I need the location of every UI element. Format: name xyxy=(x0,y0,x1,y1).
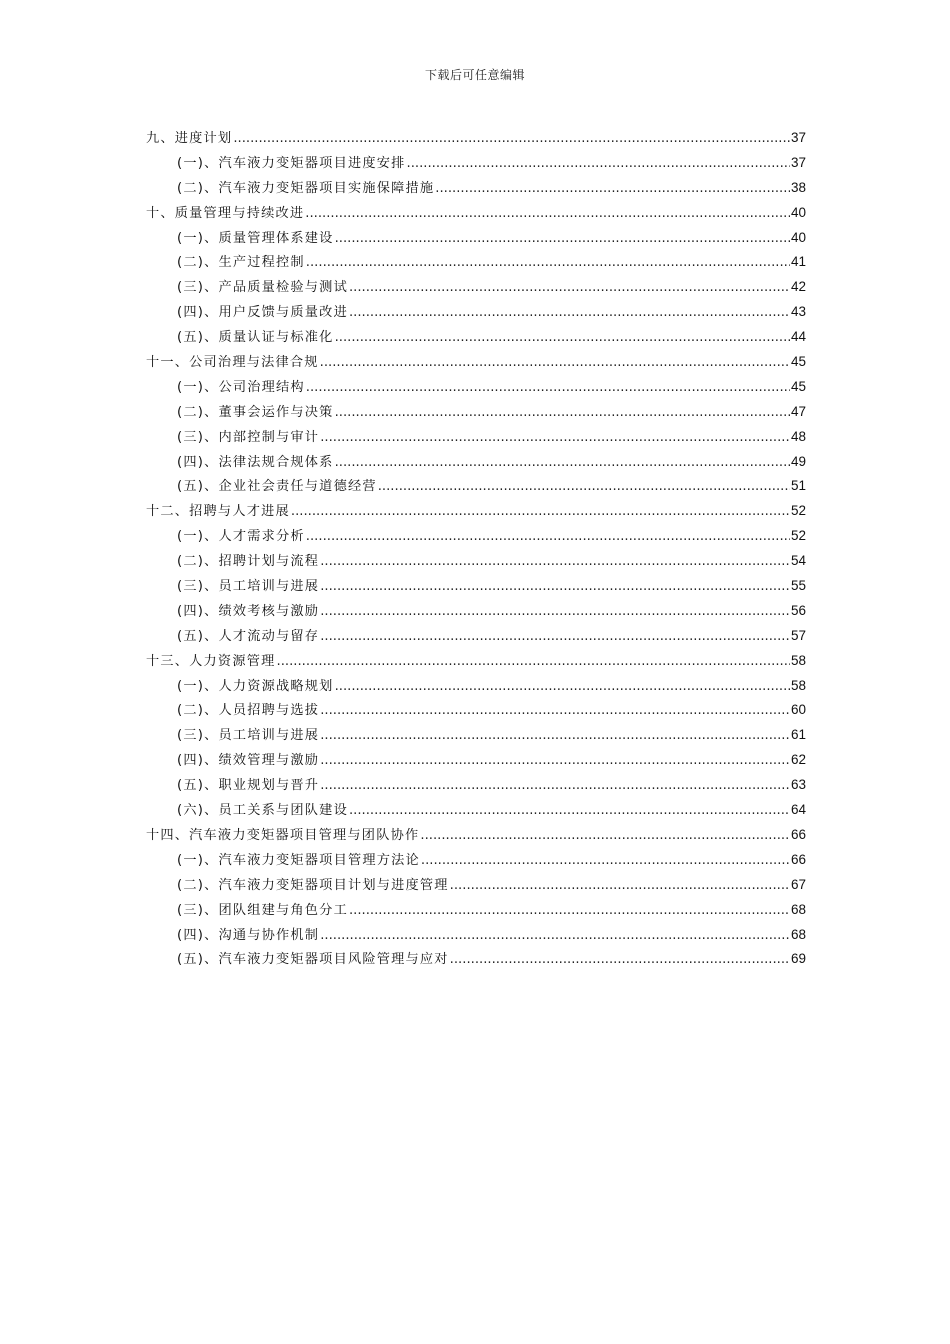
toc-entry-title: (二)、招聘计划与流程 xyxy=(177,554,320,570)
toc-entry-page-number: 57 xyxy=(790,627,806,643)
toc-entry[interactable] xyxy=(146,450,806,475)
toc-dot-leader xyxy=(320,625,790,650)
toc-entry-title: (一)、汽车液力变矩器项目管理方法论 xyxy=(177,852,420,868)
toc-entry-title: (五)、人才流动与留存 xyxy=(177,628,320,644)
toc-dot-leader xyxy=(306,525,790,550)
toc-dot-leader xyxy=(335,326,790,351)
toc-entry-title: (一)、人力资源战略规划 xyxy=(177,678,334,694)
toc-entry-page-number: 58 xyxy=(790,677,806,693)
toc-entry-page-number: 37 xyxy=(790,130,806,145)
toc-entry-title: (五)、质量认证与标准化 xyxy=(177,330,334,346)
toc-entry-title: (四)、绩效管理与激励 xyxy=(177,753,320,769)
toc-entry-page-number: 40 xyxy=(790,229,806,245)
toc-dot-leader xyxy=(349,899,790,924)
toc-entry[interactable] xyxy=(146,574,806,599)
toc-entry-title: (三)、团队组建与角色分工 xyxy=(177,902,348,918)
toc-entry-title: (二)、董事会运作与决策 xyxy=(177,404,334,420)
toc-entry-page-number: 48 xyxy=(790,428,806,444)
toc-entry-page-number: 49 xyxy=(790,453,806,469)
toc-dot-leader xyxy=(320,351,790,376)
toc-entry-page-number: 52 xyxy=(790,528,806,544)
toc-entry-page-number: 63 xyxy=(790,777,806,793)
toc-entry-page-number: 44 xyxy=(790,329,806,345)
toc-dot-leader xyxy=(450,874,790,899)
toc-entry-title: (五)、职业规划与晋升 xyxy=(177,778,320,794)
toc-entry-page-number: 40 xyxy=(790,204,806,220)
toc-entry-page-number: 62 xyxy=(790,752,806,768)
toc-entry-title: 十三、人力资源管理 xyxy=(146,653,276,669)
toc-dot-leader xyxy=(420,824,790,849)
toc-entry-page-number: 67 xyxy=(790,876,806,892)
toc-dot-leader xyxy=(335,675,790,700)
toc-entry-title: (一)、人才需求分析 xyxy=(177,529,305,545)
toc-entry[interactable] xyxy=(146,325,806,350)
toc-dot-leader xyxy=(407,152,790,177)
toc-entry-page-number: 64 xyxy=(790,802,806,818)
toc-entry[interactable] xyxy=(146,823,806,848)
toc-dot-leader xyxy=(335,401,790,426)
toc-entry-page-number: 43 xyxy=(790,304,806,320)
toc-dot-leader xyxy=(378,475,790,500)
toc-entry-page-number: 41 xyxy=(790,254,806,270)
toc-entry-page-number: 38 xyxy=(790,179,806,195)
toc-dot-leader xyxy=(450,948,790,973)
toc-entry[interactable] xyxy=(146,474,806,499)
toc-entry-title: (三)、产品质量检验与测试 xyxy=(177,280,348,296)
toc-entry[interactable] xyxy=(146,176,806,201)
toc-entry-title: (五)、汽车液力变矩器项目风险管理与应对 xyxy=(177,952,449,968)
toc-dot-leader xyxy=(320,924,790,949)
toc-entry[interactable] xyxy=(146,873,806,898)
toc-dot-leader xyxy=(233,127,790,152)
toc-entry-title: 十二、招聘与人才进展 xyxy=(146,504,290,520)
table-of-contents xyxy=(146,126,806,972)
toc-entry-page-number: 42 xyxy=(790,279,806,295)
toc-entry[interactable] xyxy=(146,549,806,574)
toc-entry-title: (六)、员工关系与团队建设 xyxy=(177,803,348,819)
toc-dot-leader xyxy=(349,301,790,326)
toc-dot-leader xyxy=(320,749,790,774)
toc-entry-page-number: 54 xyxy=(790,553,806,569)
toc-entry[interactable] xyxy=(146,425,806,450)
toc-entry-title: (一)、汽车液力变矩器项目进度安排 xyxy=(177,155,406,171)
toc-entry[interactable] xyxy=(146,201,806,226)
toc-dot-leader xyxy=(306,376,790,401)
toc-entry-page-number: 51 xyxy=(790,478,806,494)
toc-entry[interactable] xyxy=(146,923,806,948)
toc-entry[interactable] xyxy=(146,151,806,176)
toc-entry-title: (三)、员工培训与进展 xyxy=(177,579,320,595)
toc-entry-page-number: 47 xyxy=(790,403,806,419)
toc-dot-leader xyxy=(320,699,790,724)
toc-dot-leader xyxy=(306,251,790,276)
toc-dot-leader xyxy=(421,849,790,874)
page-header: 下载后可任意编辑 xyxy=(424,68,525,82)
toc-entry[interactable] xyxy=(146,898,806,923)
toc-dot-leader xyxy=(335,451,790,476)
toc-entry-title: (四)、法律法规合规体系 xyxy=(177,454,334,470)
toc-entry[interactable] xyxy=(146,226,806,251)
toc-entry[interactable] xyxy=(146,773,806,798)
toc-dot-leader xyxy=(349,799,790,824)
toc-entry[interactable] xyxy=(146,524,806,549)
toc-entry[interactable] xyxy=(146,599,806,624)
toc-dot-leader xyxy=(320,550,790,575)
toc-entry-title: 十一、公司治理与法律合规 xyxy=(146,355,319,371)
toc-entry[interactable] xyxy=(146,400,806,425)
toc-entry-page-number: 37 xyxy=(790,154,806,170)
toc-entry-title: (一)、公司治理结构 xyxy=(177,379,305,395)
toc-entry-title: (二)、汽车液力变矩器项目计划与进度管理 xyxy=(177,877,449,893)
toc-entry-title: (二)、汽车液力变矩器项目实施保障措施 xyxy=(177,180,435,196)
toc-entry[interactable] xyxy=(146,649,806,674)
toc-dot-leader xyxy=(335,227,790,252)
toc-entry[interactable] xyxy=(146,674,806,699)
toc-entry[interactable] xyxy=(146,698,806,723)
toc-entry-title: (四)、绩效考核与激励 xyxy=(177,603,320,619)
toc-dot-leader xyxy=(349,276,790,301)
toc-entry-page-number: 55 xyxy=(790,578,806,594)
toc-entry-title: (二)、生产过程控制 xyxy=(177,255,305,271)
toc-entry-title: (一)、质量管理体系建设 xyxy=(177,230,334,246)
toc-entry-page-number: 61 xyxy=(790,727,806,743)
toc-dot-leader xyxy=(305,202,790,227)
toc-entry-title: (三)、员工培训与进展 xyxy=(177,728,320,744)
toc-entry-page-number: 69 xyxy=(790,951,806,967)
toc-entry[interactable] xyxy=(146,499,806,524)
toc-entry-title: 九、进度计划 xyxy=(146,131,233,146)
toc-entry[interactable] xyxy=(146,748,806,773)
toc-dot-leader xyxy=(277,650,790,675)
toc-entry-title: (二)、人员招聘与选拔 xyxy=(177,703,320,719)
toc-entry-page-number: 56 xyxy=(790,602,806,618)
toc-dot-leader xyxy=(320,575,790,600)
toc-entry-page-number: 68 xyxy=(790,901,806,917)
toc-entry-page-number: 45 xyxy=(790,354,806,370)
toc-entry-title: (三)、内部控制与审计 xyxy=(177,429,320,445)
toc-entry-page-number: 58 xyxy=(790,652,806,668)
toc-dot-leader xyxy=(320,426,790,451)
toc-entry[interactable] xyxy=(146,300,806,325)
toc-entry-title: (四)、用户反馈与质量改进 xyxy=(177,305,348,321)
toc-dot-leader xyxy=(320,600,790,625)
toc-entry[interactable] xyxy=(146,723,806,748)
toc-entry-page-number: 52 xyxy=(790,503,806,519)
toc-entry-page-number: 66 xyxy=(790,851,806,867)
toc-entry-title: 十四、汽车液力变矩器项目管理与团队协作 xyxy=(146,827,420,843)
toc-dot-leader xyxy=(320,724,790,749)
toc-entry[interactable] xyxy=(146,947,806,972)
toc-entry-page-number: 66 xyxy=(790,826,806,842)
toc-entry[interactable] xyxy=(146,275,806,300)
toc-entry[interactable] xyxy=(146,350,806,375)
toc-dot-leader xyxy=(320,774,790,799)
toc-entry[interactable] xyxy=(146,250,806,275)
toc-entry-title: (五)、企业社会责任与道德经营 xyxy=(177,479,377,495)
toc-entry-title: (四)、沟通与协作机制 xyxy=(177,927,320,943)
toc-entry-page-number: 60 xyxy=(790,702,806,718)
toc-entry[interactable] xyxy=(146,375,806,400)
toc-dot-leader xyxy=(435,177,790,202)
toc-dot-leader xyxy=(291,500,790,525)
toc-entry[interactable] xyxy=(146,848,806,873)
toc-entry[interactable] xyxy=(146,798,806,823)
toc-entry[interactable] xyxy=(146,624,806,649)
toc-entry-page-number: 45 xyxy=(790,378,806,394)
toc-entry[interactable] xyxy=(146,126,806,151)
toc-entry-title: 十、质量管理与持续改进 xyxy=(146,205,305,221)
toc-entry-page-number: 68 xyxy=(790,926,806,942)
